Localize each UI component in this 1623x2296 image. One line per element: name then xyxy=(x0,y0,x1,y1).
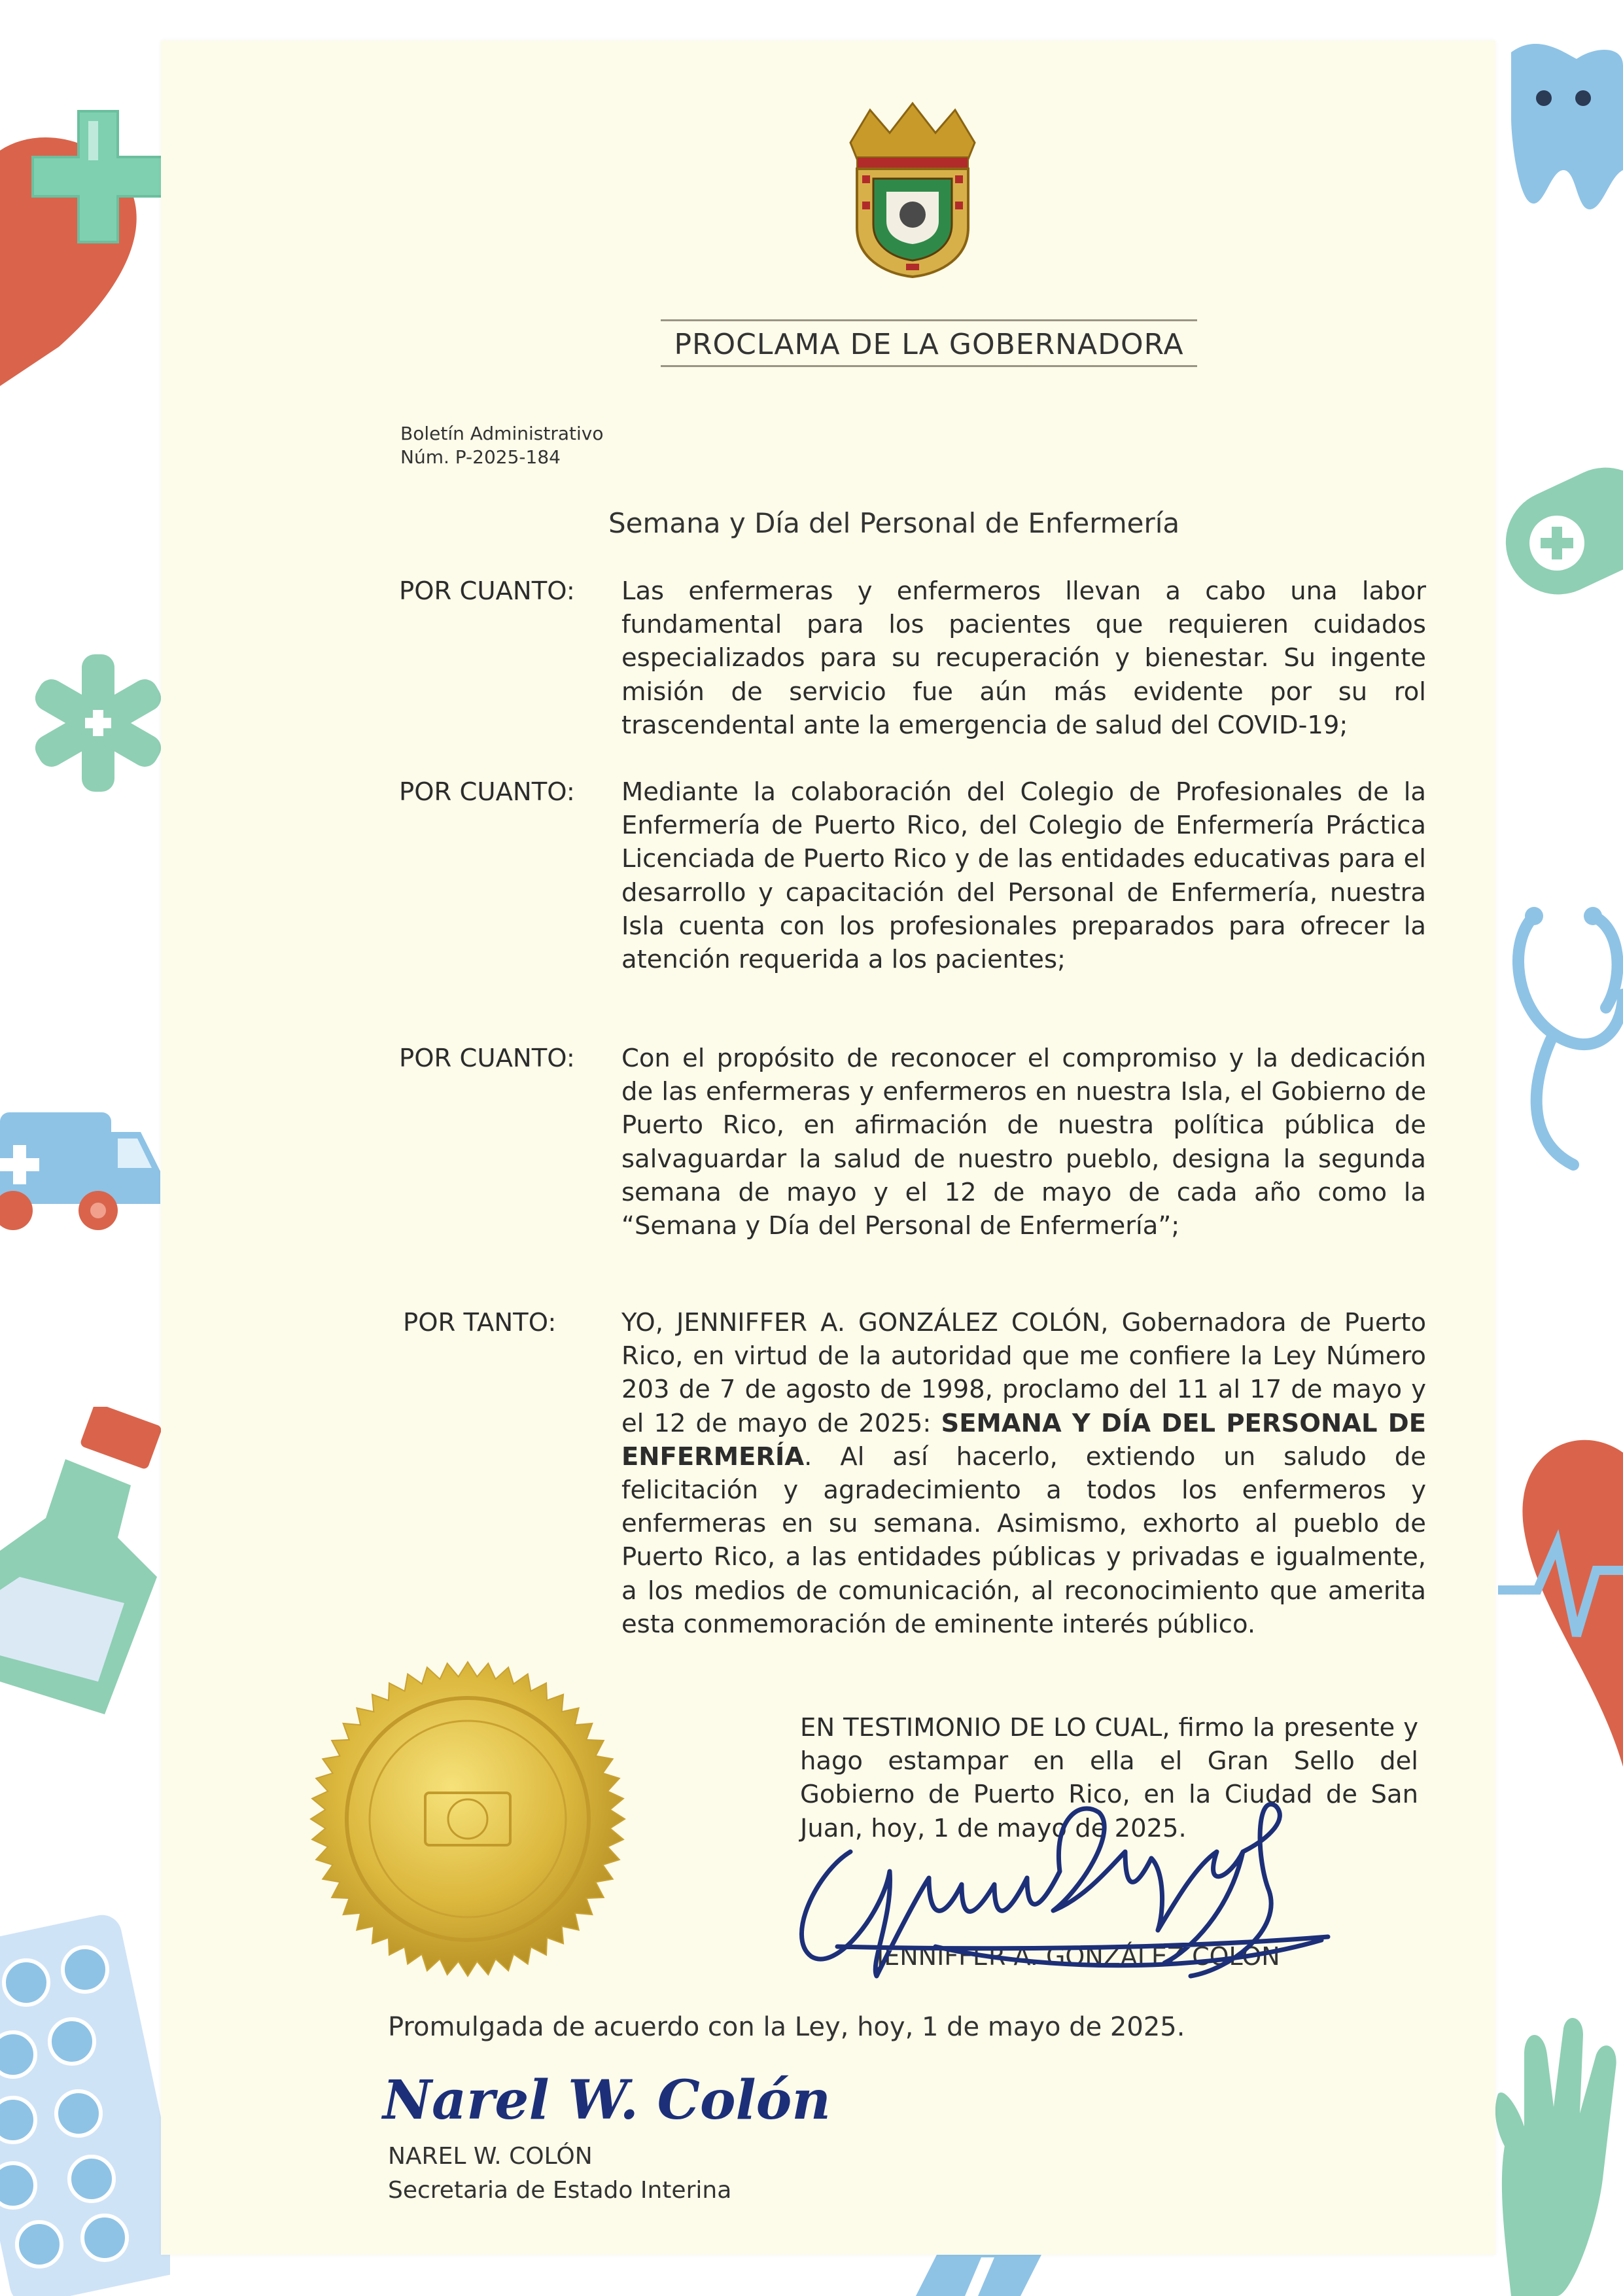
clause-text-closing: . Al así hacerlo, extiendo un saludo de felicitación y agradecimiento a todos los enfermeros y enfermeras en su semana. Asimismo, exhorto al pueblo de Puerto Rico, a las entidades públicas y privadas e igualmente, a los medios de comunicación, al reconocimiento que amerita esta conmemoración de eminente interés público. xyxy=(621,1441,1426,1639)
medicine-bottle-icon xyxy=(0,1407,164,1721)
bulletin-reference xyxy=(400,422,603,470)
glove-icon xyxy=(1492,2015,1623,2296)
governor-name: JENNIFFER A. GONZÁLEZ COLÓN xyxy=(877,1942,1280,1971)
first-aid-cross-icon xyxy=(26,105,170,249)
bulletin-label: Boletín Administrativo xyxy=(400,423,604,444)
secretary-name: NAREL W. COLÓN xyxy=(388,2143,593,2170)
clause-text xyxy=(621,1306,1426,1641)
pill-blister-icon xyxy=(0,1911,170,2296)
governor-signature xyxy=(772,1780,1361,1996)
heartbeat-heart-icon xyxy=(1498,1426,1623,1773)
bulletin-number: Núm. P-2025-184 xyxy=(400,446,561,468)
clause-label: POR TANTO: xyxy=(403,1308,557,1337)
secretary-block xyxy=(388,2140,731,2208)
testimony-text: firmo la presente y hago estampar en ella el Gran Sello del Gobierno de Puerto Rico, en la Ciudad de San Juan, hoy, 1 de mayo de 2025. xyxy=(800,1713,1418,1843)
medical-star-icon xyxy=(26,648,170,798)
clause-label: POR CUANTO: xyxy=(399,576,575,606)
clause-text: Con el propósito de reconocer el compromiso y la dedicación de las enfermeras y enfermeros en nuestra Isla, el Gobierno de Puerto Rico, en afirmación de nuestra política pública de salvaguardar la salud de nuestro pueblo, designa la segunda semana de mayo y el 12 de mayo de cada año como la “Semana y Día del Personal de Enfermería”; xyxy=(621,1044,1426,1241)
promulgation-statement: Promulgada de acuerdo con la Ley, hoy, 1 de mayo de 2025. xyxy=(388,2012,1185,2042)
ambulance-icon xyxy=(0,1099,164,1250)
clause-text-intro: YO, JENNIFFER A. GONZÁLEZ COLÓN, Gobernadora de Puerto Rico, en virtud de la autoridad que me confiere la Ley Número 203 de 7 de agosto de 1998, proclamo del 11 al 17 de mayo y el 12 de mayo de 2025: xyxy=(621,1308,1426,1438)
testimony-lead: EN TESTIMONIO DE LO CUAL, xyxy=(800,1713,1170,1742)
pill-capsule-icon xyxy=(1492,458,1623,615)
stethoscope-icon xyxy=(1495,903,1623,1191)
proclaimed-name: SEMANA Y DÍA DEL PERSONAL DE ENFERMERÍA xyxy=(621,1408,1426,1472)
secretary-signature-text: Narel W. Colón xyxy=(383,2069,831,2132)
clause-label: POR CUANTO: xyxy=(399,1044,575,1073)
coat-of-arms-crest xyxy=(837,97,988,283)
secretary-signature xyxy=(383,2055,831,2146)
tooth-icon xyxy=(1498,39,1623,209)
proclamation-title: PROCLAMA DE LA GOBERNADORA xyxy=(661,319,1197,367)
clause-text: Mediante la colaboración del Colegio de Profesionales de la Enfermería de Puerto Rico, del Colegio de Enfermería Práctica Licenciada de Puerto Rico y de las entidades educativas para el desarrollo y capacitación del Personal de Enfermería, nuestra Isla cuenta con los profesionales preparados para ofrecer la atención requerida a los pacientes; xyxy=(621,777,1426,975)
great-seal-gold xyxy=(307,1659,628,1979)
proclamation-subtitle: Semana y Día del Personal de Enfermería xyxy=(608,507,1180,539)
secretary-title: Secretaria de Estado Interina xyxy=(388,2177,732,2204)
clause-label: POR CUANTO: xyxy=(399,777,575,807)
clause-text: Las enfermeras y enfermeros llevan a cabo una labor fundamental para los pacientes que requieren cuidados especializados para su recuperación y bienestar. Su ingente misión de servicio fue aún más evidente por su rol trascendental ante la emergencia de salud del COVID-19; xyxy=(621,576,1426,740)
